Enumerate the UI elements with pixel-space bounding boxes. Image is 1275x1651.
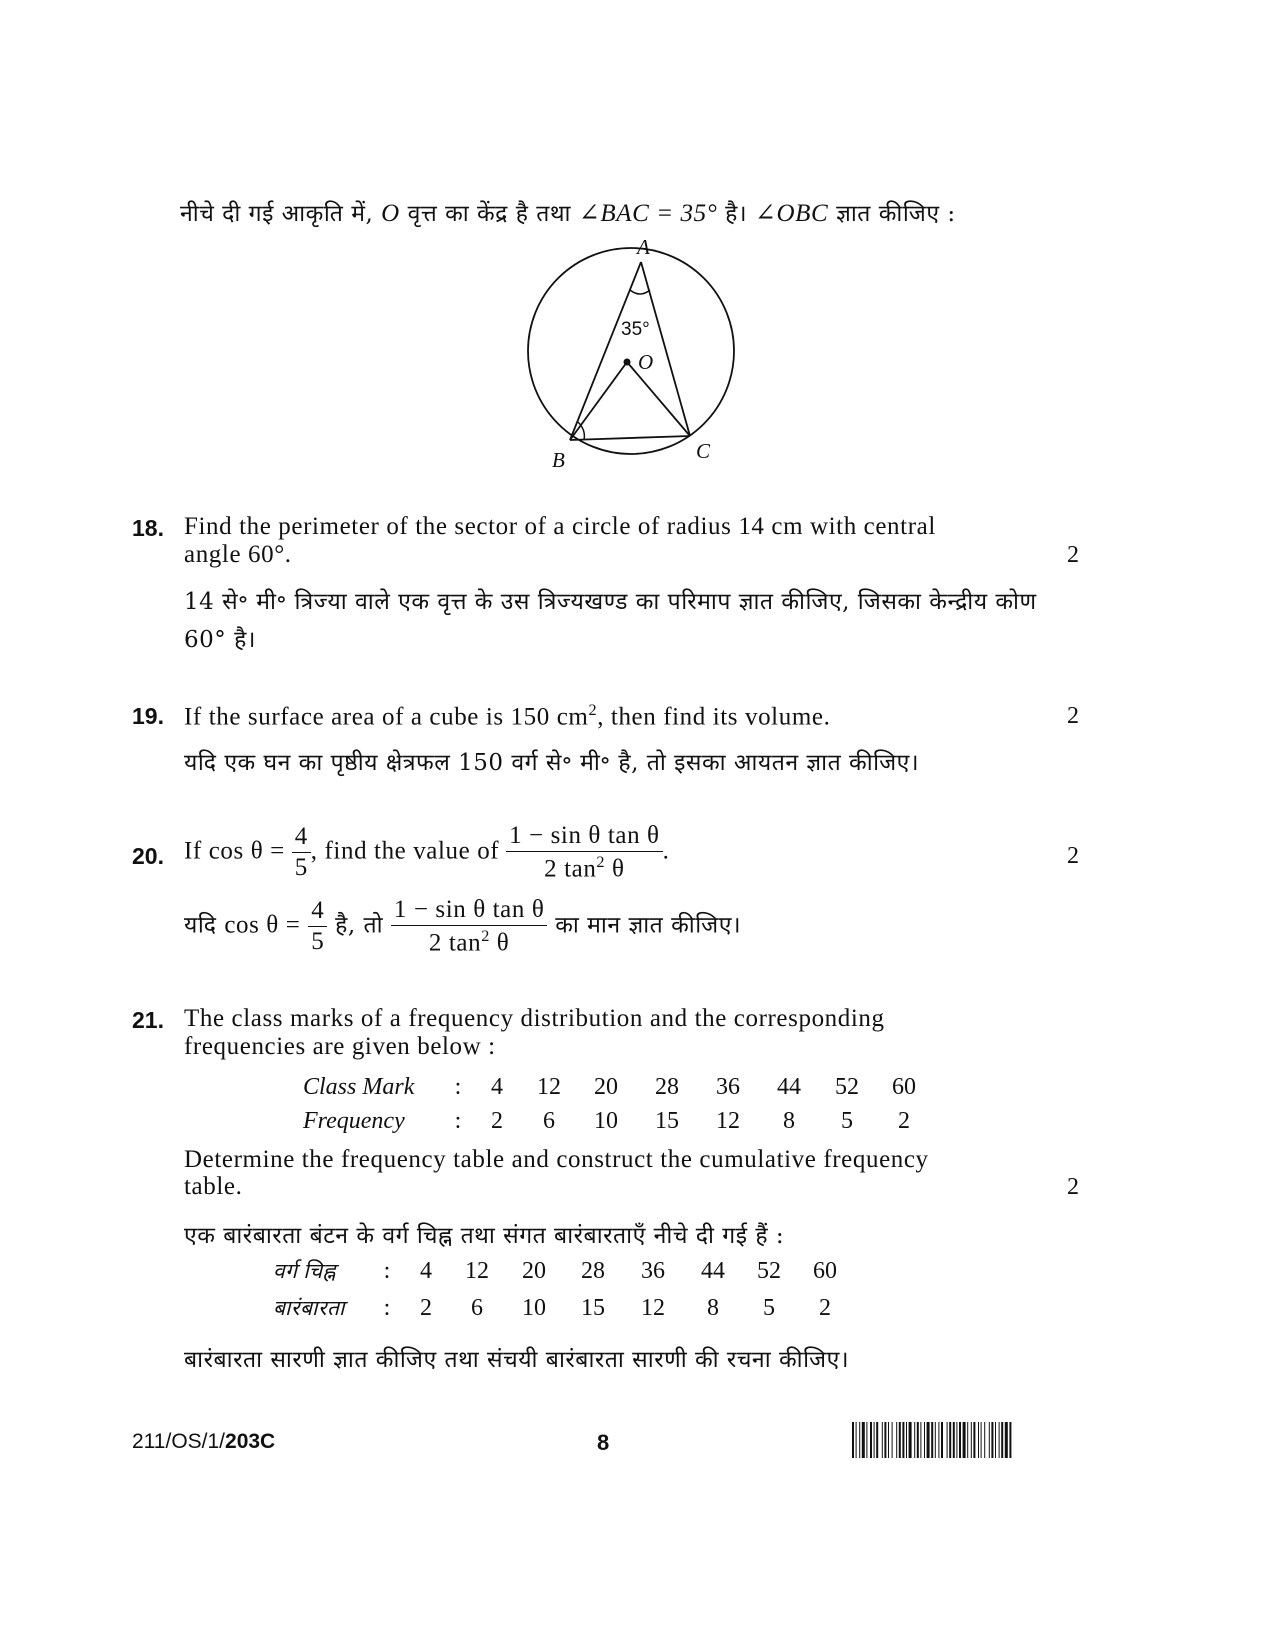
class-mark-label-hindi: वर्ग चिह्न [273,1259,337,1283]
barcode-bar [959,1422,961,1458]
class-mark-cell: 36 [641,1257,665,1284]
q21-hindi-line2: बारंबारता सारणी ज्ञात कीजिए तथा संचयी बारंबारता सारणी की रचना कीजिए। [184,1347,850,1373]
q20-frac1-den: 5 [294,854,308,882]
barcode-bar [978,1422,979,1458]
q17-center-label: O [381,200,400,227]
barcode-bar [917,1422,919,1458]
table-colon: : [454,1073,462,1100]
chord-ab [570,262,641,440]
q18-number: 18. [132,515,164,541]
class-mark-cell: 4 [420,1257,432,1284]
class-mark-cell: 28 [581,1257,605,1284]
barcode-bar [1005,1422,1008,1458]
paper-code-prefix: 211/OS/1/ [132,1430,226,1453]
barcode-bar [874,1422,875,1458]
barcode-bar [1001,1422,1003,1458]
q19-english-pre: If the surface area of a cube is 150 cm [184,703,589,731]
q21-english-line3: Determine the frequency table and construct the cumulative frequency [184,1146,929,1173]
angle-arc-b [578,422,584,440]
frequency-label: Frequency [303,1107,405,1134]
q20-hindi-mid: है, तो [335,912,384,939]
q18-english-line2: angle 60°. [184,541,292,568]
barcode-bar [989,1422,990,1458]
barcode-bar [859,1422,860,1458]
q21-english-line2: frequencies are given below : [184,1033,496,1060]
class-mark-cell: 12 [537,1073,561,1100]
barcode-bar [884,1422,886,1458]
q20-hindi-frac2-den-post: θ [489,929,510,957]
q20-hindi-fraction-expression [391,896,548,957]
q21-marks: 2 [1067,1174,1079,1200]
q19-english [184,701,830,731]
frequency-cell: 2 [491,1107,503,1134]
paper-code-bold: 203C [225,1430,276,1453]
class-mark-cell: 60 [813,1257,837,1284]
circle-figure [500,230,760,480]
q18-english-line1: Find the perimeter of the sector of a circle of radius 14 cm with central [184,513,936,540]
table-row [273,1254,853,1288]
q20-frac2-den-sup: 2 [596,853,606,871]
barcode-bar [892,1422,893,1458]
q20-fraction-expression [506,822,663,883]
barcode-bar [852,1422,854,1458]
q18-hindi-line1: 14 से॰ मी॰ त्रिज्या वाले एक वृत्त के उस त्रिज्यखण्ड का परिमाप ज्ञात कीजिए, जिसका केन्द्रीय कोण [184,589,1037,615]
barcode-bar [902,1422,904,1458]
barcode-bar [1009,1422,1011,1458]
table-colon: : [454,1107,462,1134]
frequency-label-hindi: बारंबारता [273,1296,345,1320]
q20-hindi-frac2-den [391,926,548,957]
frequency-cell: 8 [707,1294,719,1321]
frequency-cell: 2 [898,1107,910,1134]
q20-hindi-frac2-num: 1 − sin θ tan θ [391,896,548,926]
table-colon: : [383,1257,391,1284]
label-c: C [696,439,711,463]
frequency-cell: 15 [655,1107,679,1134]
barcode-bar [909,1422,912,1458]
barcode-bar [947,1422,948,1458]
q20-if: If [184,837,202,865]
chord-ac [641,262,690,436]
angle-arc-a [630,290,650,294]
q17-hindi-text [180,196,956,228]
q19-english-post: , then find its volume. [597,703,831,731]
barcode-bar [914,1422,915,1458]
barcode-bar [906,1422,907,1458]
frequency-cell: 6 [543,1107,555,1134]
barcode-bar [920,1422,921,1458]
barcode-bar [927,1422,930,1458]
barcode-bar [967,1422,968,1458]
q20-period: . [662,837,670,865]
barcode-bar [995,1422,996,1458]
class-mark-cell: 60 [892,1073,916,1100]
barcode-bar [899,1422,901,1458]
q20-hindi-post: का मान ज्ञात कीजिए। [555,912,742,939]
class-mark-cell: 44 [701,1257,725,1284]
q21-english-line4: table. [184,1173,243,1200]
barcode-bar [991,1422,993,1458]
frequency-cell: 10 [594,1107,618,1134]
q20-hindi-fraction-4-5 [308,897,327,956]
frequency-cell: 15 [581,1294,605,1321]
q21-hindi-line1: एक बारंबारता बंटन के वर्ग चिह्न तथा संगत बारंबारताएँ नीचे दी गई हैं : [184,1223,785,1249]
q20-english-mid: , find the value of [310,837,500,865]
barcode-bar [938,1422,939,1458]
table-row [273,1288,853,1328]
q19-english-sup: 2 [588,701,598,719]
frequency-cell: 12 [716,1107,740,1134]
q20-hindi-frac2-den-base: 2 tan [428,929,482,957]
barcode-bar [856,1422,857,1458]
q20-cos-lhs: cos θ = [208,837,285,865]
barcode-bar [924,1422,925,1458]
class-mark-cell: 20 [522,1257,546,1284]
class-mark-cell: 52 [757,1257,781,1284]
paper-code [132,1430,275,1454]
frequency-cell: 6 [471,1294,483,1321]
q20-hindi [184,896,741,957]
barcode-bar [941,1422,943,1458]
center-point [624,359,631,366]
class-mark-cell: 4 [491,1073,503,1100]
radius-ob [570,362,627,440]
q20-hindi-if: यदि [184,912,217,939]
barcode-bar [935,1422,936,1458]
q19-marks: 2 [1067,703,1079,729]
label-b: B [552,448,565,472]
class-mark-cell: 44 [777,1073,801,1100]
class-mark-label: Class Mark [303,1073,415,1100]
q20-hindi-frac1-den: 5 [311,928,325,956]
q20-hindi-frac1-num: 4 [308,897,327,927]
class-mark-cell: 20 [594,1073,618,1100]
label-a: A [637,235,650,259]
q21-hindi-table [273,1254,853,1328]
label-o: O [638,350,654,374]
q20-marks: 2 [1067,843,1079,869]
q21-number: 21. [132,1007,164,1033]
q17-angle-bac: ∠BAC = 35° [578,200,718,227]
barcode-icon [852,1422,1084,1458]
q20-number: 20. [132,843,164,869]
q17-hindi-post: ज्ञात कीजिए : [836,201,956,227]
q20-frac2-den-base: 2 tan [544,855,597,883]
circle [528,248,734,454]
page-number: 8 [597,1430,610,1455]
q20-fraction-4-5 [292,823,311,882]
barcode-bar [866,1422,867,1458]
barcode-bar [956,1422,957,1458]
barcode-bar [870,1422,872,1458]
q17-hindi-mid1: वृत्त का केंद्र है तथा [407,201,571,227]
q17-hindi-mid2: है। [725,201,748,227]
barcode-bar [963,1422,966,1458]
barcode-bar [953,1422,955,1458]
q18-marks: 2 [1067,542,1079,568]
q20-hindi-frac2-den-sup: 2 [481,927,490,945]
q20-hindi-cos-lhs: cos θ = [224,911,301,939]
barcode-bar [931,1422,933,1458]
q20-frac2-den [506,852,663,883]
radius-oc [627,362,690,436]
barcode-bar [876,1422,878,1458]
chord-bc [570,436,690,440]
q17-hindi-pre: नीचे दी गई आकृति में, [180,201,374,227]
frequency-cell: 12 [641,1294,665,1321]
frequency-cell: 8 [783,1107,795,1134]
table-row [303,1104,933,1138]
class-mark-cell: 36 [716,1073,740,1100]
barcode-bar [888,1422,889,1458]
class-mark-cell: 28 [655,1073,679,1100]
barcode-bar [896,1422,897,1458]
frequency-cell: 2 [420,1294,432,1321]
q17-angle-obc: ∠OBC [754,200,829,227]
q20-frac2-num: 1 − sin θ tan θ [506,822,663,852]
q19-hindi: यदि एक घन का पृष्ठीय क्षेत्रफल 150 वर्ग से॰ मी॰ है, तो इसका आयतन ज्ञात कीजिए। [184,750,920,776]
q20-frac1-num: 4 [292,823,311,853]
class-mark-cell: 52 [835,1073,859,1100]
angle-label: 35° [621,319,650,340]
barcode-bar [862,1422,865,1458]
barcode-bar [999,1422,1000,1458]
q20-english [184,822,669,883]
q21-english-table [303,1070,933,1138]
barcode-bar [949,1422,951,1458]
q18-hindi-line2: 60° है। [184,627,257,653]
barcode-bar [984,1422,985,1458]
q19-number: 19. [132,703,164,729]
table-colon: : [383,1294,391,1321]
barcode-bar [882,1422,883,1458]
barcode-bar [973,1422,975,1458]
table-row [303,1070,933,1104]
class-mark-cell: 12 [465,1257,489,1284]
q20-frac2-den-post: θ [605,855,625,883]
barcode-bar [971,1422,972,1458]
frequency-cell: 2 [819,1294,831,1321]
frequency-cell: 5 [763,1294,775,1321]
barcode-bar [981,1422,982,1458]
frequency-cell: 10 [522,1294,546,1321]
frequency-cell: 5 [841,1107,853,1134]
q21-english-line1: The class marks of a frequency distribution and the corresponding [184,1005,885,1032]
